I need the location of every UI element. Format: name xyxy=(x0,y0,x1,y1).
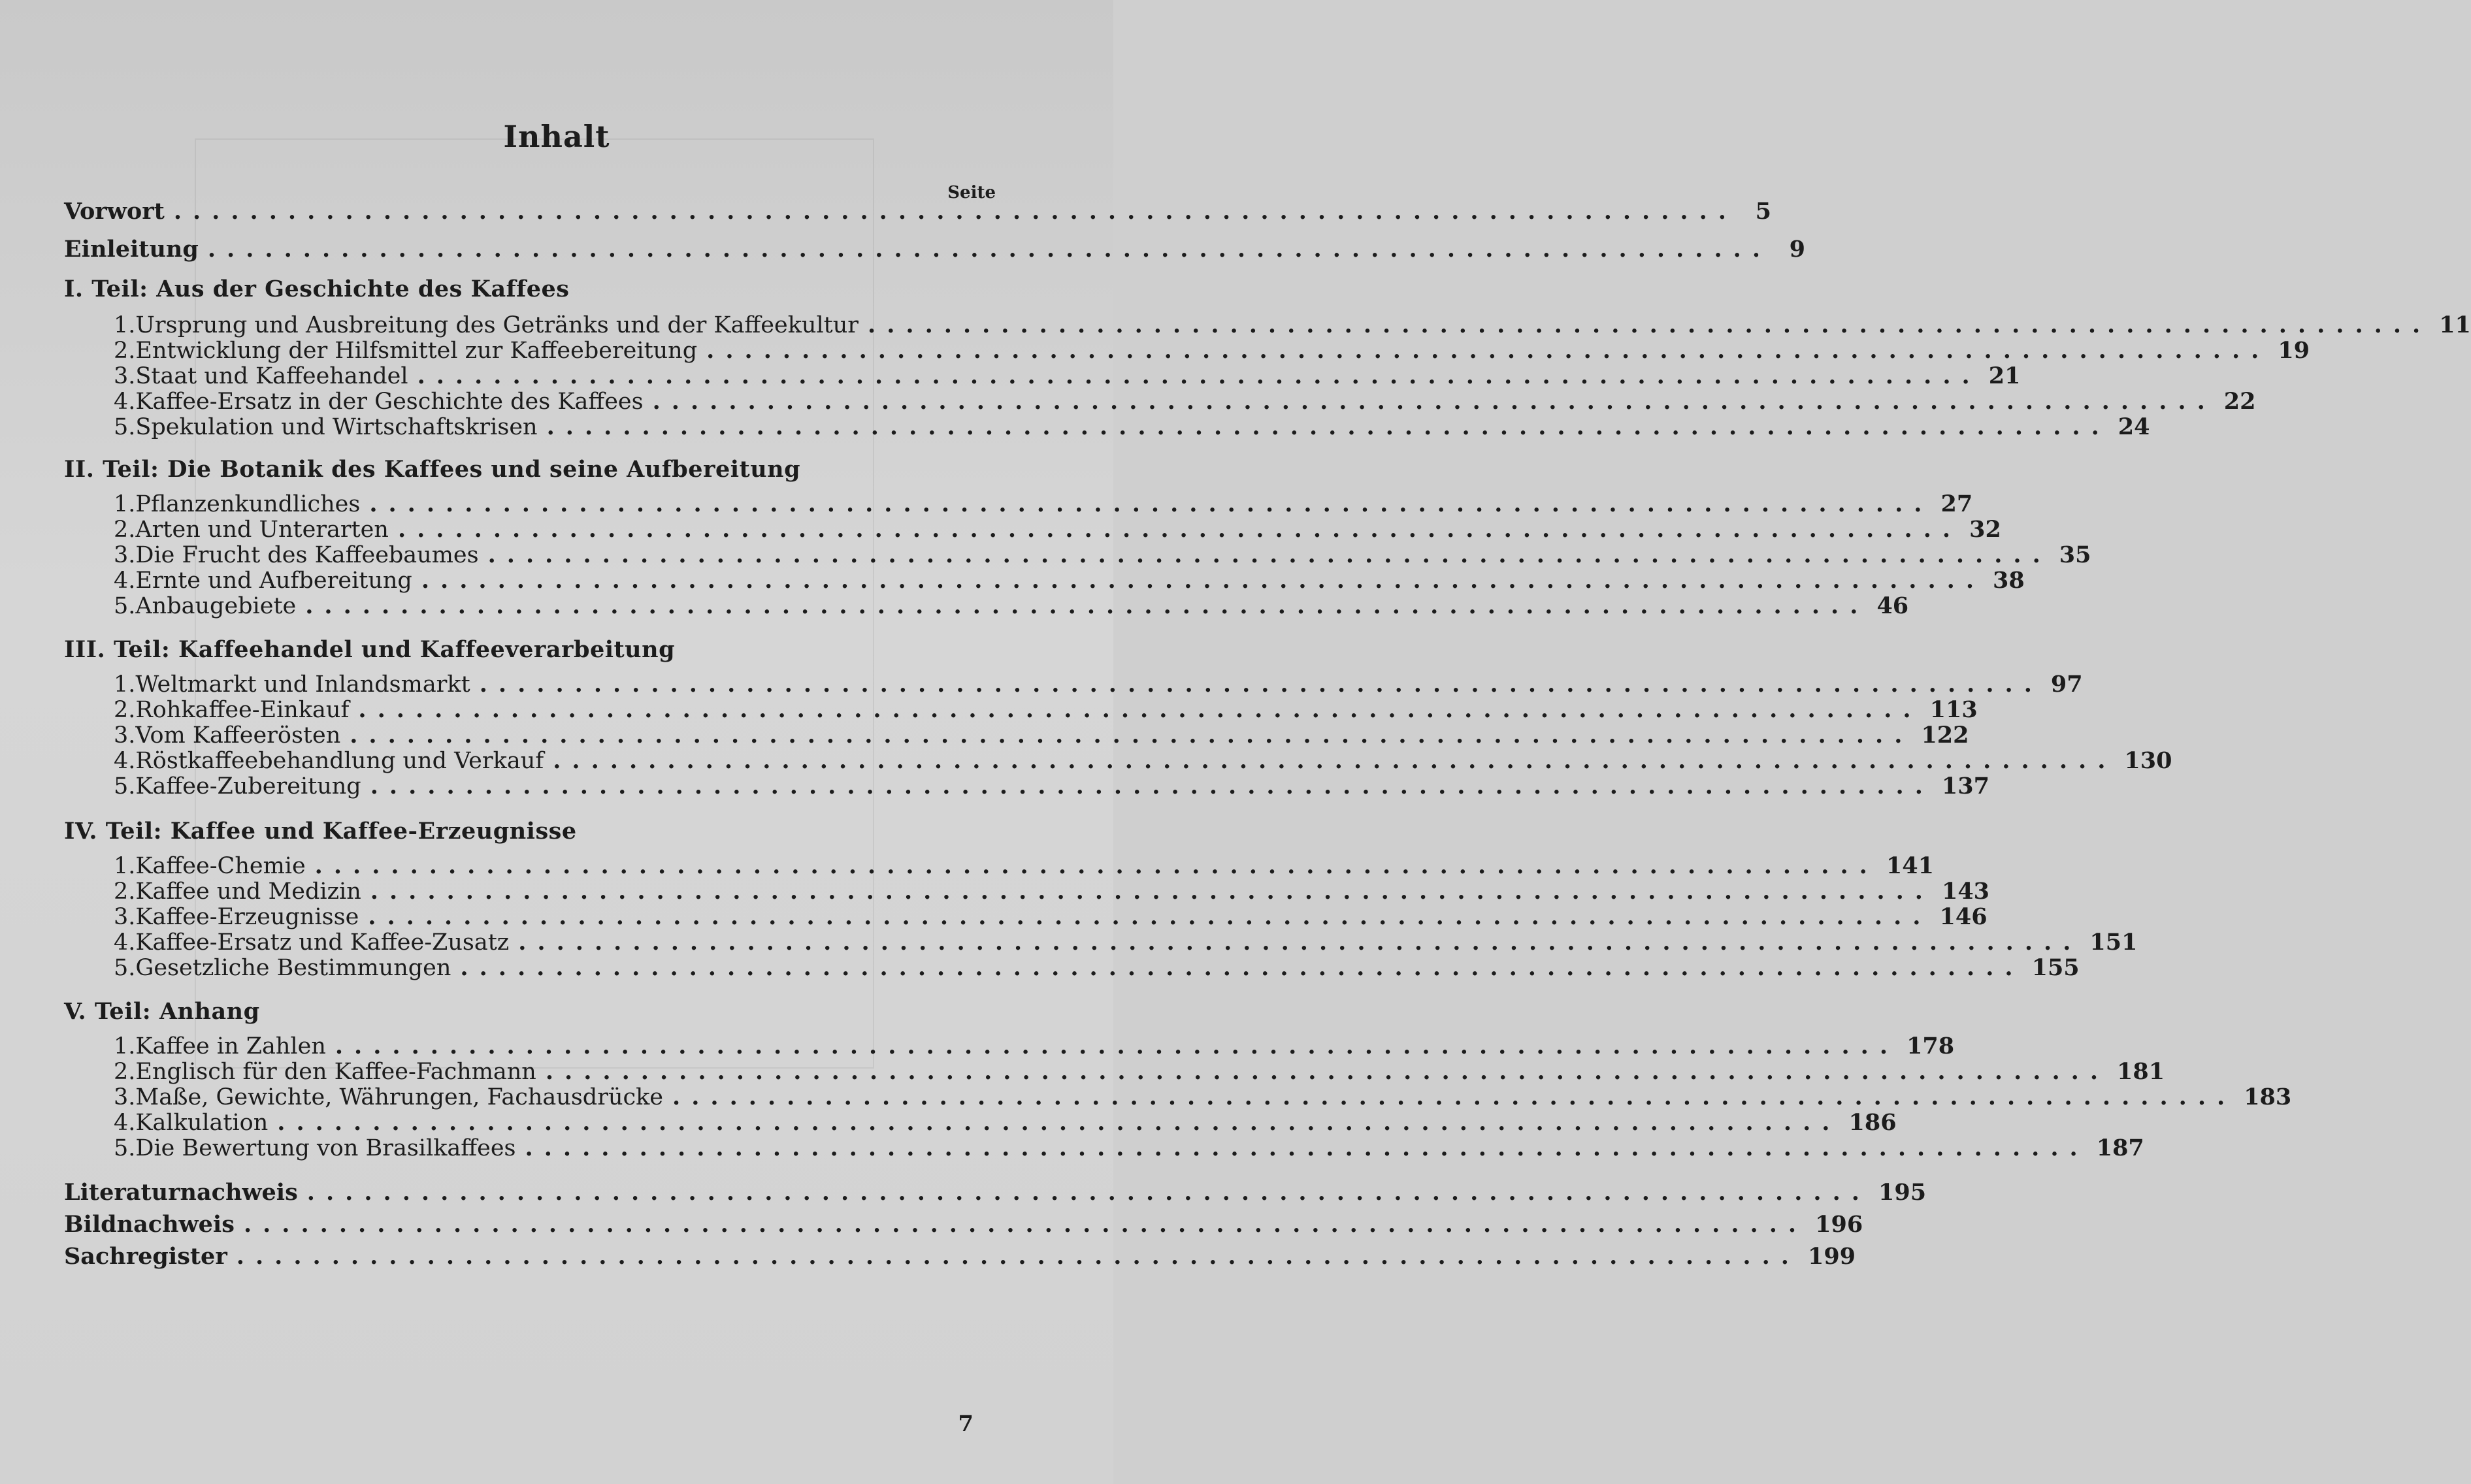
leader-dots: .................................................................................. xyxy=(706,337,2270,364)
toc-entry-label: Vom Kaffeerösten xyxy=(135,722,341,749)
toc-entry xyxy=(64,903,1988,930)
toc-entry-literaturnachweis xyxy=(64,1179,1927,1206)
toc-entry xyxy=(64,337,2310,364)
toc-entry xyxy=(64,722,1969,749)
toc-entry-number: 4. xyxy=(114,389,136,415)
toc-entry-page: 196 xyxy=(1815,1211,1863,1238)
toc-entry-number: 5. xyxy=(114,955,136,981)
toc-entry-label: Die Frucht des Kaffeebaumes xyxy=(135,542,479,568)
toc-entry-label: Anbaugebiete xyxy=(135,593,297,619)
toc-entry xyxy=(64,747,2172,774)
toc-entry-label: Kaffee in Zahlen xyxy=(135,1033,326,1059)
toc-entry-number: 1. xyxy=(114,1033,136,1059)
toc-entry-number: 3. xyxy=(114,722,136,749)
toc-entry-vorwort xyxy=(64,198,1771,225)
toc-entry-page: 146 xyxy=(1939,903,1988,930)
leader-dots: .................................................................................. xyxy=(518,929,2082,956)
toc-entry-number: 5. xyxy=(114,414,136,440)
part-heading-3: III. Teil: Kaffeehandel und Kaffeeverarbeitung xyxy=(64,636,676,663)
toc-entry-page: 186 xyxy=(1848,1109,1897,1136)
toc-entry-label: Kaffee-Zubereitung xyxy=(135,773,361,799)
toc-entry xyxy=(64,696,1978,723)
leader-dots: .................................................................................. xyxy=(546,413,2110,440)
page-number: 7 xyxy=(958,1411,974,1437)
toc-entry-number: 4. xyxy=(114,1110,136,1136)
toc-entry-label: Einleitung xyxy=(64,236,199,263)
toc-entry-label: Bildnachweis xyxy=(64,1211,235,1238)
toc-entry-page: 24 xyxy=(2118,413,2150,440)
toc-entry-number: 4. xyxy=(114,929,136,956)
toc-entry-number: 5. xyxy=(114,773,136,799)
toc-entry-page: 27 xyxy=(1940,491,1973,517)
toc-entry xyxy=(64,1109,1897,1136)
toc-entry-label: Kaffee-Ersatz und Kaffee-Zusatz xyxy=(135,929,510,956)
toc-entry-label: Literaturnachweis xyxy=(64,1179,298,1206)
toc-entry-number: 2. xyxy=(114,1059,136,1085)
leader-dots: .................................................................................. xyxy=(487,541,2052,568)
toc-entry-label: Staat und Kaffeehandel xyxy=(135,363,408,389)
toc-entry-label: Kaffee und Medizin xyxy=(135,879,361,905)
leader-dots: .................................................................................. xyxy=(350,722,1914,749)
toc-entry-page: 187 xyxy=(2096,1135,2144,1161)
toc-entry xyxy=(64,773,1989,799)
toc-entry xyxy=(64,413,2150,440)
leader-dots: .................................................................................. xyxy=(652,388,2216,415)
toc-entry-page: 32 xyxy=(1969,516,2001,543)
toc-entry xyxy=(64,1084,2292,1110)
toc-entry-number: 5. xyxy=(114,593,136,619)
toc-entry-number: 3. xyxy=(114,1084,136,1110)
toc-entry xyxy=(64,878,1990,905)
toc-entry-page: 21 xyxy=(1988,363,2021,389)
toc-entry xyxy=(64,1033,1955,1059)
toc-entry-label: Die Bewertung von Brasilkaffees xyxy=(135,1135,516,1161)
toc-entry-label: Sachregister xyxy=(64,1243,227,1270)
part-heading-1: I. Teil: Aus der Geschichte des Kaffees xyxy=(64,276,570,302)
leader-dots: .................................................................................. xyxy=(672,1084,2236,1110)
toc-entry xyxy=(64,516,2001,543)
toc-entry xyxy=(64,491,1973,517)
toc-entry-page: 9 xyxy=(1789,236,1806,263)
toc-entry-label: Vorwort xyxy=(64,198,165,225)
toc-entry-label: Entwicklung der Hilfsmittel zur Kaffeebereitung xyxy=(135,338,698,364)
leader-dots: .................................................................................. xyxy=(314,852,1878,879)
toc-entry-page: 155 xyxy=(2031,954,2080,981)
toc-entry xyxy=(64,852,1934,879)
part-heading-4: IV. Teil: Kaffee und Kaffee-Erzeugnisse xyxy=(64,818,577,845)
toc-entry-label: Pflanzenkundliches xyxy=(135,491,361,517)
toc-entry-page: 151 xyxy=(2089,929,2138,956)
toc-entry-label: Rohkaffee-Einkauf xyxy=(135,697,350,723)
toc-entry-number: 1. xyxy=(114,671,136,698)
toc-entry-number: 3. xyxy=(114,904,136,930)
toc-entry-label: Kaffee-Erzeugnisse xyxy=(135,904,359,930)
toc-entry-page: 22 xyxy=(2223,388,2256,415)
toc-entry-number: 5. xyxy=(114,1135,136,1161)
leader-dots: .................................................................................. xyxy=(370,773,1934,799)
leader-dots: .................................................................................. xyxy=(243,1211,1808,1238)
toc-entry-page: 143 xyxy=(1941,878,1990,905)
toc-entry xyxy=(64,929,2138,956)
toc-entry-label: Ernte und Aufbereitung xyxy=(135,568,412,594)
toc-entry-page: 38 xyxy=(1993,567,2025,594)
toc-entry-page: 178 xyxy=(1906,1033,1955,1059)
toc-entry-label: Arten und Unterarten xyxy=(135,517,389,543)
toc-entry xyxy=(64,312,2471,338)
leader-dots: .................................................................................. xyxy=(545,1058,2110,1085)
toc-entry-label: Röstkaffeebehandlung und Verkauf xyxy=(135,748,544,774)
page-column-header: Seite xyxy=(947,183,996,202)
toc-entry-page: 11 xyxy=(2439,312,2471,338)
toc-entry-page: 122 xyxy=(1921,722,1969,749)
part-heading-5: V. Teil: Anhang xyxy=(64,998,260,1025)
toc-entry-page: 195 xyxy=(1878,1179,1927,1206)
toc-entry-page: 35 xyxy=(2059,541,2091,568)
toc-entry-number: 1. xyxy=(114,312,136,338)
leader-dots: .................................................................................. xyxy=(397,516,1962,543)
toc-entry-label: Maße, Gewichte, Währungen, Fachausdrücke xyxy=(135,1084,664,1110)
toc-entry-number: 4. xyxy=(114,748,136,774)
leader-dots: .................................................................................. xyxy=(368,903,1932,930)
toc-entry-number: 3. xyxy=(114,363,136,389)
toc-entry xyxy=(64,1135,2144,1161)
toc-entry-number: 4. xyxy=(114,568,136,594)
toc-entry xyxy=(64,1058,2165,1085)
toc-entry-page: 19 xyxy=(2278,337,2310,364)
leader-dots: .................................................................................. xyxy=(421,567,1986,594)
leader-dots: .................................................................................. xyxy=(335,1033,1899,1059)
toc-entry-page: 181 xyxy=(2117,1058,2165,1085)
leader-dots: .................................................................................. xyxy=(369,491,1933,517)
toc-entry-page: 130 xyxy=(2124,747,2172,774)
leader-dots: .................................................................................. xyxy=(479,671,2043,698)
toc-entry-page: 141 xyxy=(1886,852,1934,879)
toc-entry-label: Kaffee-Chemie xyxy=(135,853,306,879)
toc-entry-label: Englisch für den Kaffee-Fachmann xyxy=(135,1059,536,1085)
leader-dots: .................................................................................. xyxy=(525,1135,2089,1161)
toc-entry-sachregister xyxy=(64,1243,1856,1270)
toc-entry xyxy=(64,567,2025,594)
toc-entry-label: Spekulation und Wirtschaftskrisen xyxy=(135,414,538,440)
leader-dots: .................................................................................. xyxy=(370,878,1934,905)
toc-entry-page: 137 xyxy=(1941,773,1989,799)
part-heading-2: II. Teil: Die Botanik des Kaffees und seine Aufbereitung xyxy=(64,456,801,483)
toc-entry-label: Kalkulation xyxy=(135,1110,269,1136)
toc-entry-number: 2. xyxy=(114,879,136,905)
toc-entry-page: 97 xyxy=(2050,671,2083,698)
leader-dots: .................................................................................. xyxy=(868,312,2432,338)
page-title: Inhalt xyxy=(503,119,610,154)
toc-entry xyxy=(64,541,2091,568)
leader-dots: .................................................................................. xyxy=(358,696,1922,723)
toc-entry-number: 1. xyxy=(114,491,136,517)
leader-dots: .................................................................................. xyxy=(236,1243,1800,1270)
leader-dots: .................................................................................. xyxy=(305,592,1869,619)
toc-entry-label: Kaffee-Ersatz in der Geschichte des Kaffees xyxy=(135,389,644,415)
toc-entry-number: 2. xyxy=(114,517,136,543)
leader-dots: .................................................................................. xyxy=(460,954,2024,981)
leader-dots: .................................................................................. xyxy=(417,363,1981,389)
leader-dots: .................................................................................. xyxy=(306,1179,1871,1206)
toc-entry-label: Weltmarkt und Inlandsmarkt xyxy=(135,671,470,698)
toc-entry-page: 46 xyxy=(1876,592,1909,619)
toc-entry-number: 2. xyxy=(114,697,136,723)
toc-entry-page: 199 xyxy=(1807,1243,1856,1270)
toc-entry-page: 5 xyxy=(1755,198,1771,225)
toc-entry-page: 183 xyxy=(2244,1084,2292,1110)
toc-entry-einleitung xyxy=(64,236,1806,263)
toc-entry-page: 113 xyxy=(1929,696,1978,723)
toc-entry xyxy=(64,671,2083,698)
leader-dots: .................................................................................. xyxy=(207,236,1772,263)
toc-entry-number: 2. xyxy=(114,338,136,364)
leader-dots: .................................................................................. xyxy=(553,747,2117,774)
toc-entry xyxy=(64,388,2256,415)
leader-dots: .................................................................................. xyxy=(277,1109,1841,1136)
toc-entry-bildnachweis xyxy=(64,1211,1863,1238)
toc-entry-number: 3. xyxy=(114,542,136,568)
toc-entry xyxy=(64,954,2080,981)
toc-entry-number: 1. xyxy=(114,853,136,879)
toc-entry-label: Ursprung und Ausbreitung des Getränks und der Kaffeekultur xyxy=(135,312,859,338)
leader-dots: .................................................................................. xyxy=(173,198,1737,225)
toc-entry xyxy=(64,592,1909,619)
toc-entry xyxy=(64,363,2021,389)
toc-entry-label: Gesetzliche Bestimmungen xyxy=(135,955,451,981)
